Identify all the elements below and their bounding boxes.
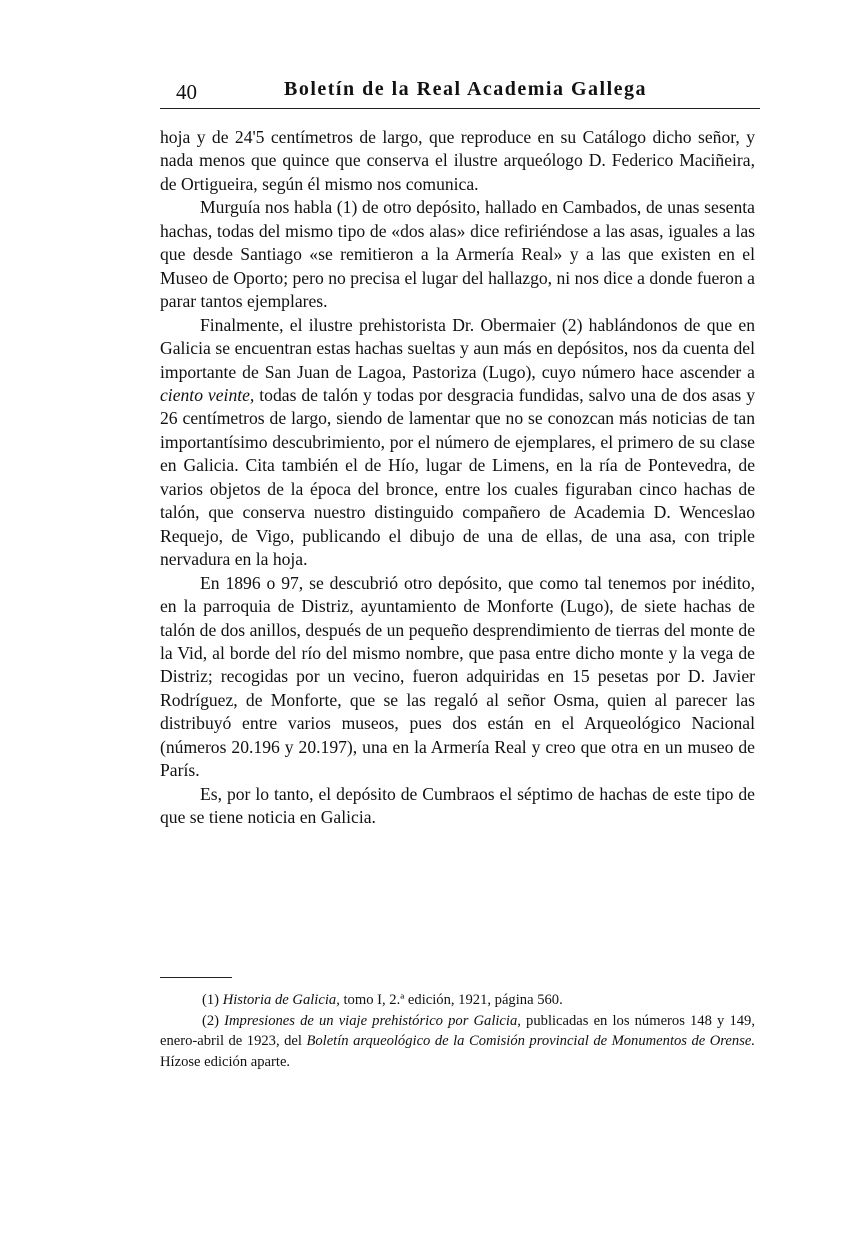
footnote-2-title: Impresiones de un viaje prehistórico por Galicia, [224,1012,521,1029]
running-title: Boletín de la Real Academia Gallega [284,78,648,100]
footnote-2-number: (2) [202,1012,220,1029]
paragraph-4: En 1896 o 97, se descubrió otro depósito, que como tal tenemos por inédito, en la parroquia de Distriz, ayuntamiento de Monforte (Lugo), de siete hachas de talón de dos anillos, después de un pequeño desprendimiento de tierras del monte de la Vid, al borde del río del mismo nombre, que pasa entre dicho monte y la vega de Distriz; recogidas por un vecino, fueron adquiridas en 15 pesetas por D. Javier Rodríguez, de Monforte, que se las regaló al señor Osma, quien al parecer las distribuyó entre varios museos, pues dos están en el Arqueológico Nacional (números 20.196 y 20.197), una en la Armería Real y creo que otra en un museo de París. [160,572,755,781]
footnote-separator [160,977,232,978]
paragraph-5: Es, por lo tanto, el depósito de Cumbraos el séptimo de hachas de este tipo de que se tiene noticia en Galicia. [160,783,755,828]
paragraph-3-part-a: Finalmente, el ilustre prehistorista Dr. Obermaier (2) hablándonos de que en Galicia se encuentran estas hachas sueltas y aun más en depósitos, nos da cuenta del importante de San Juan de Lagoa, Pastoriza (Lugo), cuyo número hace ascender a [160,314,755,382]
footnote-2 [160,1011,755,1073]
paragraph-3-italic: ciento veinte, [160,384,255,405]
footnote-2-text: publicadas en los números 148 y 149, enero-abril de 1923, del [160,1012,755,1049]
footnote-1-title: Historia de Galicia, [222,992,340,1008]
footnote-1-text: tomo I, 2.ª edición, 1921, página 560. [343,992,563,1008]
page-number: 40 [176,80,197,104]
paragraph-1: hoja y de 24'5 centímetros de largo, que reproduce en su Catálogo dicho señor, y nada menos que quince que conserva el ilustre arqueólogo D. Federico Maciñeira, de Ortigueira, según él mismo nos comunica. [160,127,755,194]
footnote-1-number: (1) [202,992,220,1008]
page-header [160,78,760,109]
body-text [160,126,755,830]
paragraph-2: Murguía nos habla (1) de otro depósito, hallado en Cambados, de unas sesenta hachas, todas del mismo tipo de «dos alas» dice refiriéndose a las asas, iguales a las que desde Santiago «se remitieron a la Armería Real» y a las que existen en el Museo de Oporto; pero no precisa el lugar del hallazgo, ni nos dice a donde fueron a parar tantos ejemplares. [160,197,755,312]
paragraph-3 [160,314,755,572]
footnotes [160,990,755,1072]
footnote-1 [160,990,755,1011]
paragraph-3-part-b: todas de talón y todas por desgracia fundidas, salvo una de dos asas y 26 centímetros de largo, siendo de lamentar que no se conozcan más noticias de tan importantísimo descubrimiento, por el número de ejemplares, el primero de su clase en Galicia. Cita también el de Hío, lugar de Limens, en la ría de Pontevedra, de varios objetos de la época del bronce, entre los cuales figuraban cinco hachas de talón, que conserva nuestro distinguido compañero de Academia D. Wenceslao Requejo, de Vigo, publicando el dibujo de una de ellas, de una asa, con triple nervadura en la hoja. [160,384,755,570]
footnote-2-end: Hízose edición aparte. [160,1053,291,1070]
footnote-2-journal: Boletín arqueológico de la Comisión provincial de Monumentos de Orense. [306,1033,756,1049]
